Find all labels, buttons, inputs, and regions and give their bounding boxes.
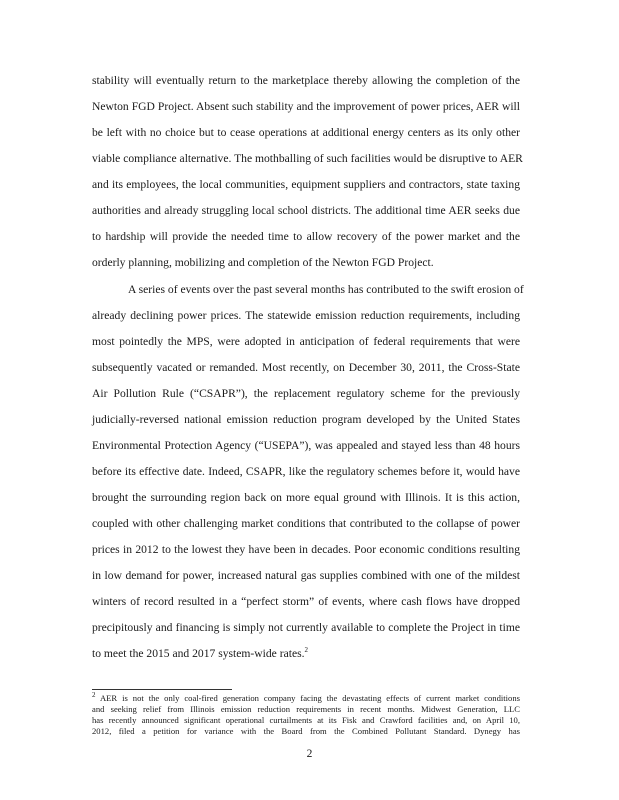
page-number: 2 bbox=[306, 748, 313, 760]
body-line: Environmental Protection Agency (“USEPA”), was appealed and stayed less than 48 hours bbox=[92, 439, 520, 452]
footnote-line: 2012, filed a petition for variance with the Board from the Combined Pollutant Standard. Dynegy has bbox=[92, 726, 520, 736]
body-line: to hardship will provide the needed time to allow recovery of the power market and the bbox=[92, 230, 520, 243]
body-line: most pointedly the MPS, were adopted in anticipation of federal requirements that were bbox=[92, 335, 520, 348]
body-line-last bbox=[92, 647, 520, 661]
body-line: Newton FGD Project. Absent such stability and the improvement of power prices, AER will bbox=[92, 100, 520, 113]
footnote-reference: 2 bbox=[304, 646, 309, 655]
body-line: coupled with other challenging market conditions that contributed to the collapse of power bbox=[92, 517, 520, 530]
footnote-line bbox=[92, 693, 520, 704]
body-line: A series of events over the past several months has contributed to the swift erosion of bbox=[128, 283, 524, 296]
body-line: be left with no choice but to cease operations at additional energy centers as its only other bbox=[92, 126, 520, 139]
body-line: Air Pollution Rule (“CSAPR”), the replacement regulatory scheme for the previously bbox=[92, 387, 520, 400]
body-line: orderly planning, mobilizing and completion of the Newton FGD Project. bbox=[92, 256, 434, 269]
footnote-separator bbox=[92, 689, 232, 690]
body-line: prices in 2012 to the lowest they have been in decades. Poor economic conditions resulting bbox=[92, 543, 520, 556]
body-line: viable compliance alternative. The mothballing of such facilities would be disruptive to AER bbox=[92, 152, 523, 165]
footnote-line: and seeking relief from Illinois emission reduction requirements in recent months. Midwest Generation, LLC bbox=[92, 704, 520, 714]
body-line: stability will eventually return to the marketplace thereby allowing the completion of the bbox=[92, 74, 520, 87]
body-line: before its effective date. Indeed, CSAPR, like the regulatory schemes before it, would have bbox=[92, 465, 520, 478]
body-line: judicially-reversed national emission reduction program developed by the United States bbox=[92, 413, 520, 426]
body-line: subsequently vacated or remanded. Most recently, on December 30, 2011, the Cross-State bbox=[92, 361, 520, 374]
body-line: and its employees, the local communities, equipment suppliers and contractors, state taxing bbox=[92, 178, 520, 191]
body-line: winters of record resulted in a “perfect storm” of events, where cash flows have dropped bbox=[92, 595, 520, 608]
body-line-text: to meet the 2015 and 2017 system-wide rates. bbox=[92, 647, 305, 660]
body-line: authorities and already struggling local school districts. The additional time AER seeks due bbox=[92, 204, 520, 217]
body-line: precipitously and financing is simply not currently available to complete the Project in time bbox=[92, 621, 520, 634]
body-line: in low demand for power, increased natural gas supplies combined with one of the mildest bbox=[92, 569, 520, 582]
footnote-marker: 2 bbox=[92, 691, 96, 700]
body-line: brought the surrounding region back on more equal ground with Illinois. It is this action, bbox=[92, 491, 520, 504]
body-line: already declining power prices. The statewide emission reduction requirements, including bbox=[92, 309, 520, 322]
footnote-text: AER is not the only coal-fired generation company facing the devastating effects of current market conditions bbox=[95, 693, 520, 703]
footnote-line: has recently announced significant operational curtailments at its Fisk and Crawford facilities and, on April 10, bbox=[92, 715, 520, 725]
